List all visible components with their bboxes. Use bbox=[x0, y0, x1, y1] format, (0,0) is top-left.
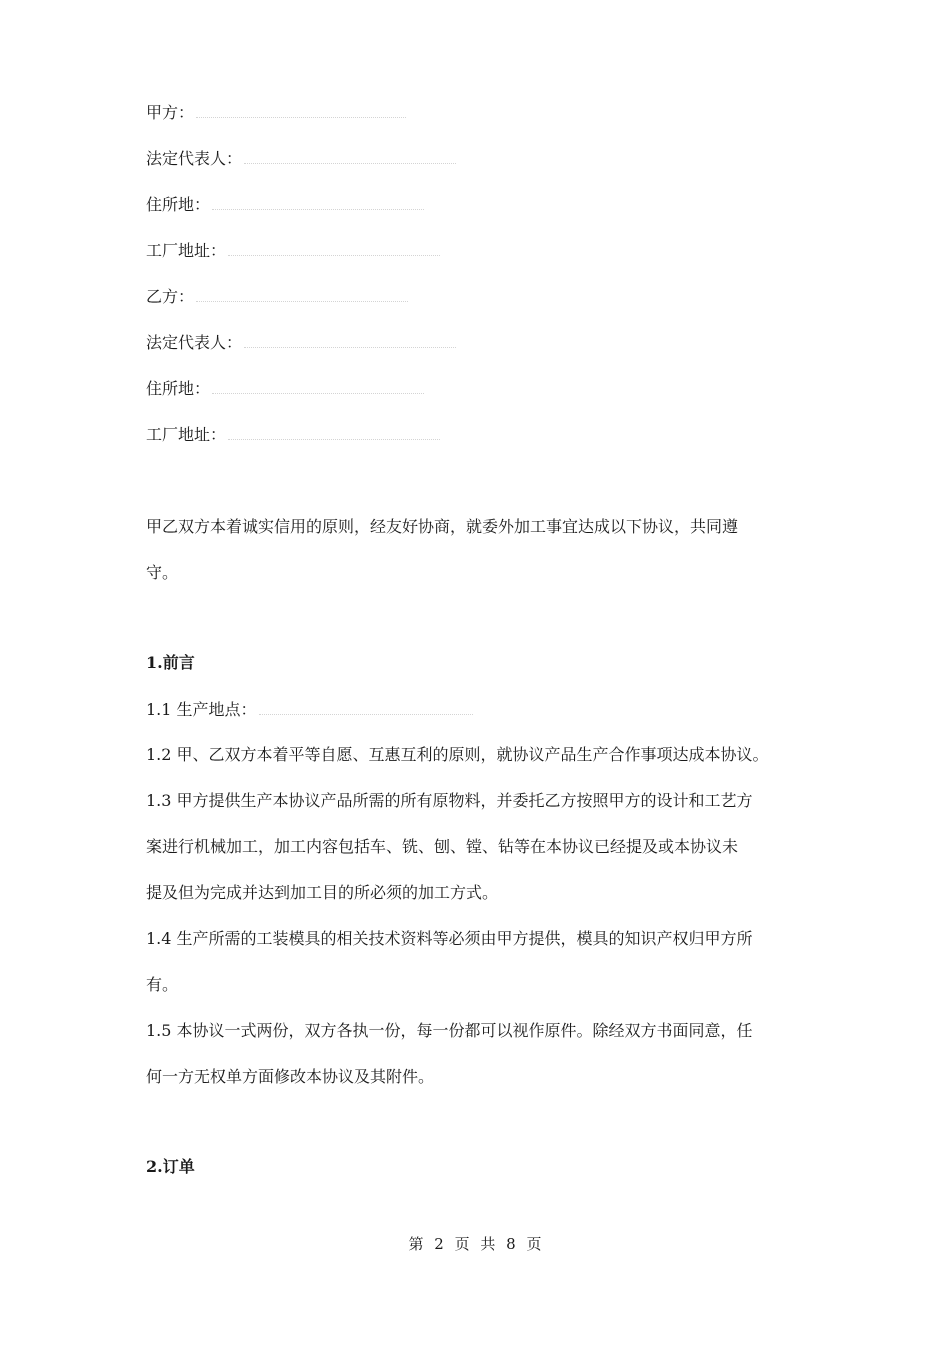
party-b-address-label: 住所地： bbox=[146, 379, 211, 398]
item-1-4 bbox=[146, 928, 818, 1020]
item-line: 1.3 甲方提供生产本协议产品所需的所有原物料，并委托乙方按照甲方的设计和工艺方 bbox=[146, 791, 753, 810]
party-b-rep-label: 法定代表人： bbox=[146, 333, 243, 352]
item-line: 何一方无权单方面修改本协议及其附件。 bbox=[146, 1067, 435, 1086]
party-b-name-blank[interactable] bbox=[196, 285, 408, 302]
item-1-1-label: 1.1 生产地点： bbox=[146, 700, 257, 719]
item-line: 案进行机械加工，加工内容包括车、铣、刨、镗、钻等在本协议已经提及或本协议未 bbox=[146, 837, 739, 856]
party-b-name-label: 乙方： bbox=[146, 287, 195, 306]
item-line: 提及但为完成并达到加工目的所必须的加工方式。 bbox=[146, 883, 499, 902]
party-a-name-row bbox=[146, 101, 406, 124]
item-line: 1.2 甲、乙双方本着平等自愿、互惠互利的原则，就协议产品生产合作事项达成本协议。 bbox=[146, 745, 769, 764]
party-a-factory-blank[interactable] bbox=[228, 239, 440, 256]
production-location-blank[interactable] bbox=[259, 698, 473, 715]
intro-line: 守。 bbox=[146, 563, 179, 582]
party-b-name-row bbox=[146, 285, 408, 308]
section-2-heading: 2.订单 bbox=[146, 1157, 195, 1176]
item-line: 1.4 生产所需的工装模具的相关技术资料等必须由甲方提供，模具的知识产权归甲方所 bbox=[146, 929, 753, 948]
party-a-rep-row bbox=[146, 147, 456, 170]
party-b-rep-row bbox=[146, 331, 456, 354]
item-1-5 bbox=[146, 1020, 818, 1112]
item-1-1-row bbox=[146, 698, 473, 721]
party-b-rep-blank[interactable] bbox=[244, 331, 456, 348]
party-a-address-blank[interactable] bbox=[212, 193, 424, 210]
party-b-factory-blank[interactable] bbox=[228, 423, 440, 440]
party-a-address-row bbox=[146, 193, 424, 216]
item-1-3 bbox=[146, 790, 818, 928]
party-b-factory-row bbox=[146, 423, 440, 446]
party-a-factory-row bbox=[146, 239, 440, 262]
party-b-factory-label: 工厂地址： bbox=[146, 425, 227, 444]
party-a-rep-blank[interactable] bbox=[244, 147, 456, 164]
party-b-address-row bbox=[146, 377, 424, 400]
intro-paragraph bbox=[146, 516, 818, 608]
party-a-factory-label: 工厂地址： bbox=[146, 241, 227, 260]
item-line: 1.5 本协议一式两份，双方各执一份，每一份都可以视作原件。除经双方书面同意，任 bbox=[146, 1021, 753, 1040]
party-a-address-label: 住所地： bbox=[146, 195, 211, 214]
page-number-footer: 第 2 页 共 8 页 bbox=[408, 1235, 542, 1253]
party-a-name-label: 甲方： bbox=[146, 103, 195, 122]
intro-line: 甲乙双方本着诚实信用的原则，经友好协商，就委外加工事宜达成以下协议，共同遵 bbox=[146, 517, 739, 536]
party-a-name-blank[interactable] bbox=[196, 101, 406, 118]
party-a-rep-label: 法定代表人： bbox=[146, 149, 243, 168]
item-line: 有。 bbox=[146, 975, 179, 994]
item-1-2 bbox=[146, 744, 818, 790]
section-1-heading: 1.前言 bbox=[146, 653, 195, 672]
party-b-address-blank[interactable] bbox=[212, 377, 424, 394]
